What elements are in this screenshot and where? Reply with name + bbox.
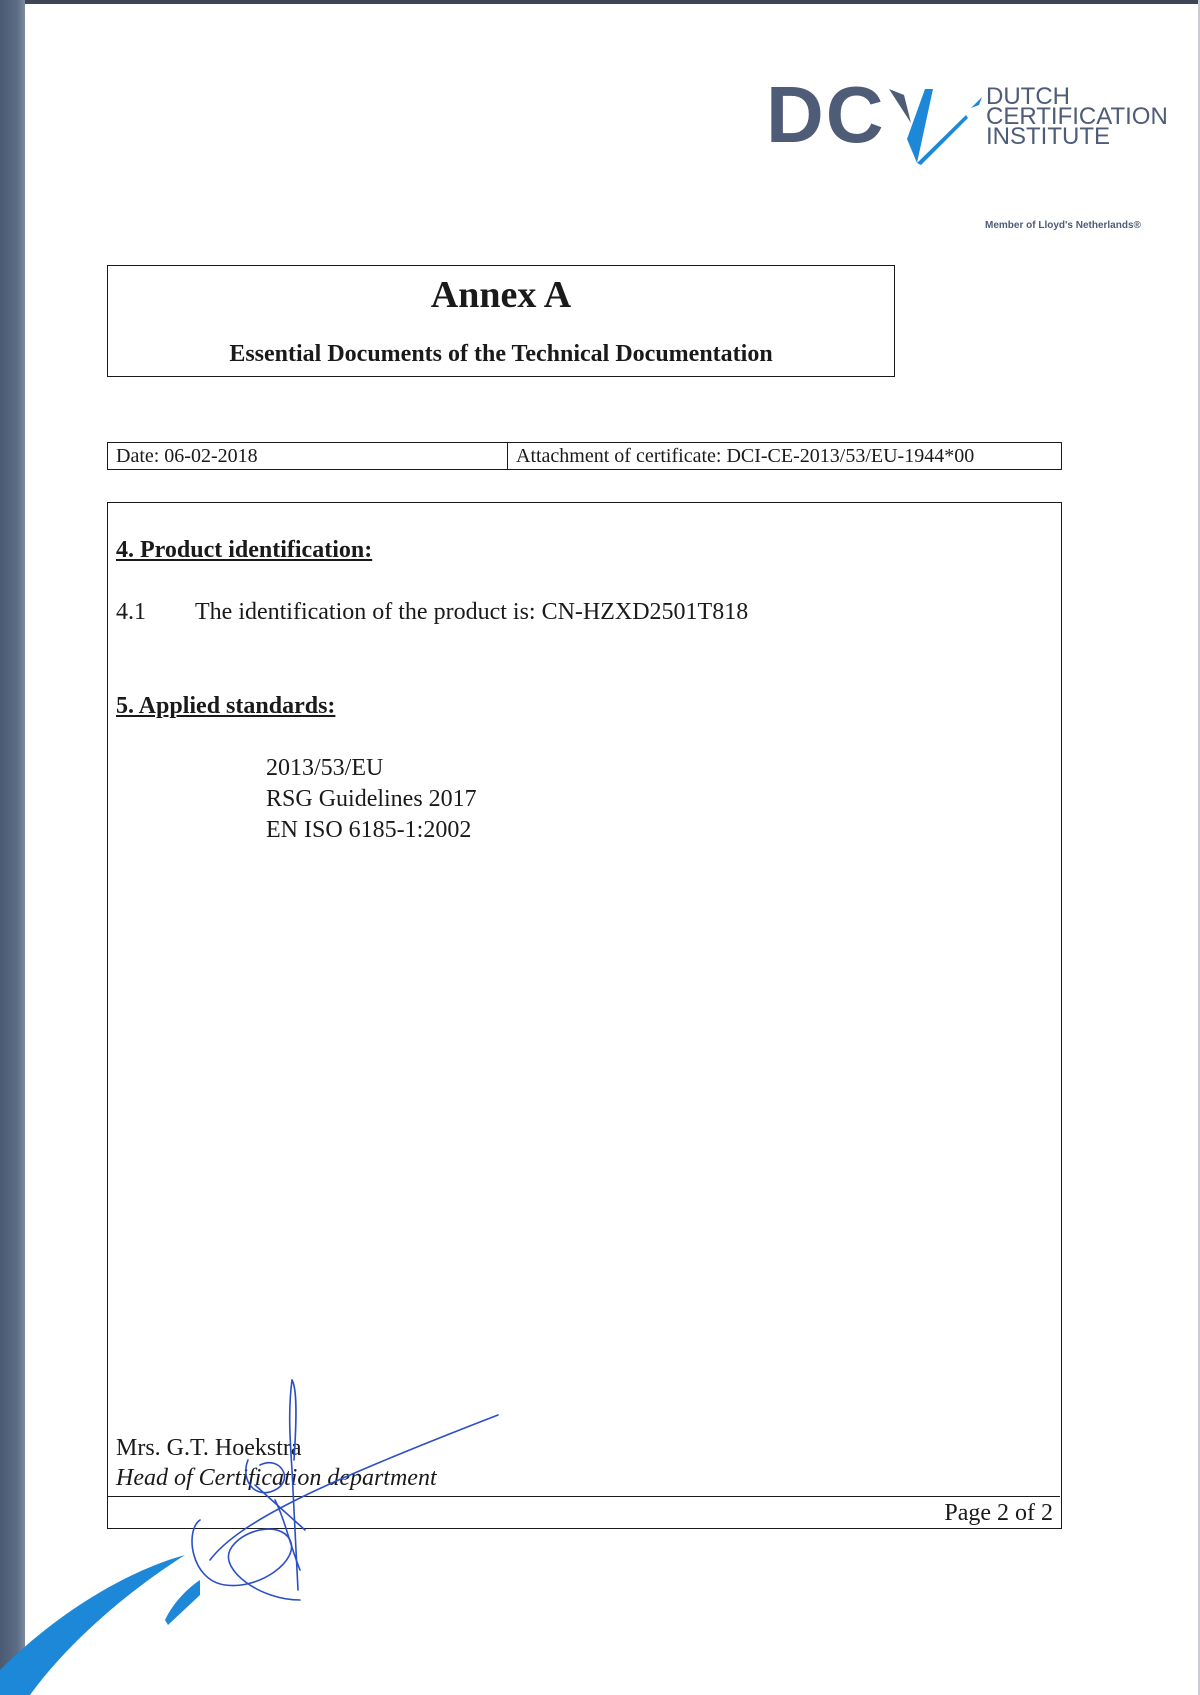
logo-wordmark <box>986 83 1168 150</box>
standard-item: 2013/53/EU <box>266 755 384 781</box>
standards-list <box>266 753 477 846</box>
attachment-cell: Attachment of certificate: DCI-CE-2013/53/EU-1944*00 <box>516 445 975 467</box>
handwritten-signature <box>180 1370 510 1610</box>
corner-swoosh-decoration <box>0 1520 200 1695</box>
scan-top-edge <box>25 0 1200 4</box>
standard-item: RSG Guidelines 2017 <box>266 786 477 812</box>
applied-standards-heading: 5. Applied standards: <box>116 693 336 719</box>
logo-line-1: DUTCH <box>986 83 1070 110</box>
logo-line-3: INSTITUTE <box>986 123 1110 150</box>
dci-logo <box>766 70 1168 175</box>
member-text: Member of Lloyd's Netherlands® <box>985 220 1141 231</box>
logo-line-2: CERTIFICATION <box>986 103 1168 130</box>
page-number: Page 2 of 2 <box>944 1500 1053 1526</box>
certificate-meta-row <box>107 442 1062 470</box>
annex-title: Annex A <box>430 274 572 316</box>
product-identification-heading: 4. Product identification: <box>116 537 373 563</box>
annex-subtitle: Essential Documents of the Technical Documentation <box>229 341 773 367</box>
signer-name: Mrs. G.T. Hoekstra <box>116 1435 302 1461</box>
annex-header-box <box>107 265 895 377</box>
logo-letters: DC <box>766 70 886 159</box>
date-cell: Date: 06-02-2018 <box>108 443 508 469</box>
product-item-number: 4.1 <box>116 599 146 625</box>
logo-checkmark-icon <box>766 70 986 175</box>
product-item-text: The identification of the product is: CN-HZXD2501T818 <box>195 599 749 625</box>
signer-role: Head of Certification department <box>116 1465 437 1491</box>
binder-edge <box>0 0 25 1695</box>
standard-item: EN ISO 6185-1:2002 <box>266 817 472 843</box>
